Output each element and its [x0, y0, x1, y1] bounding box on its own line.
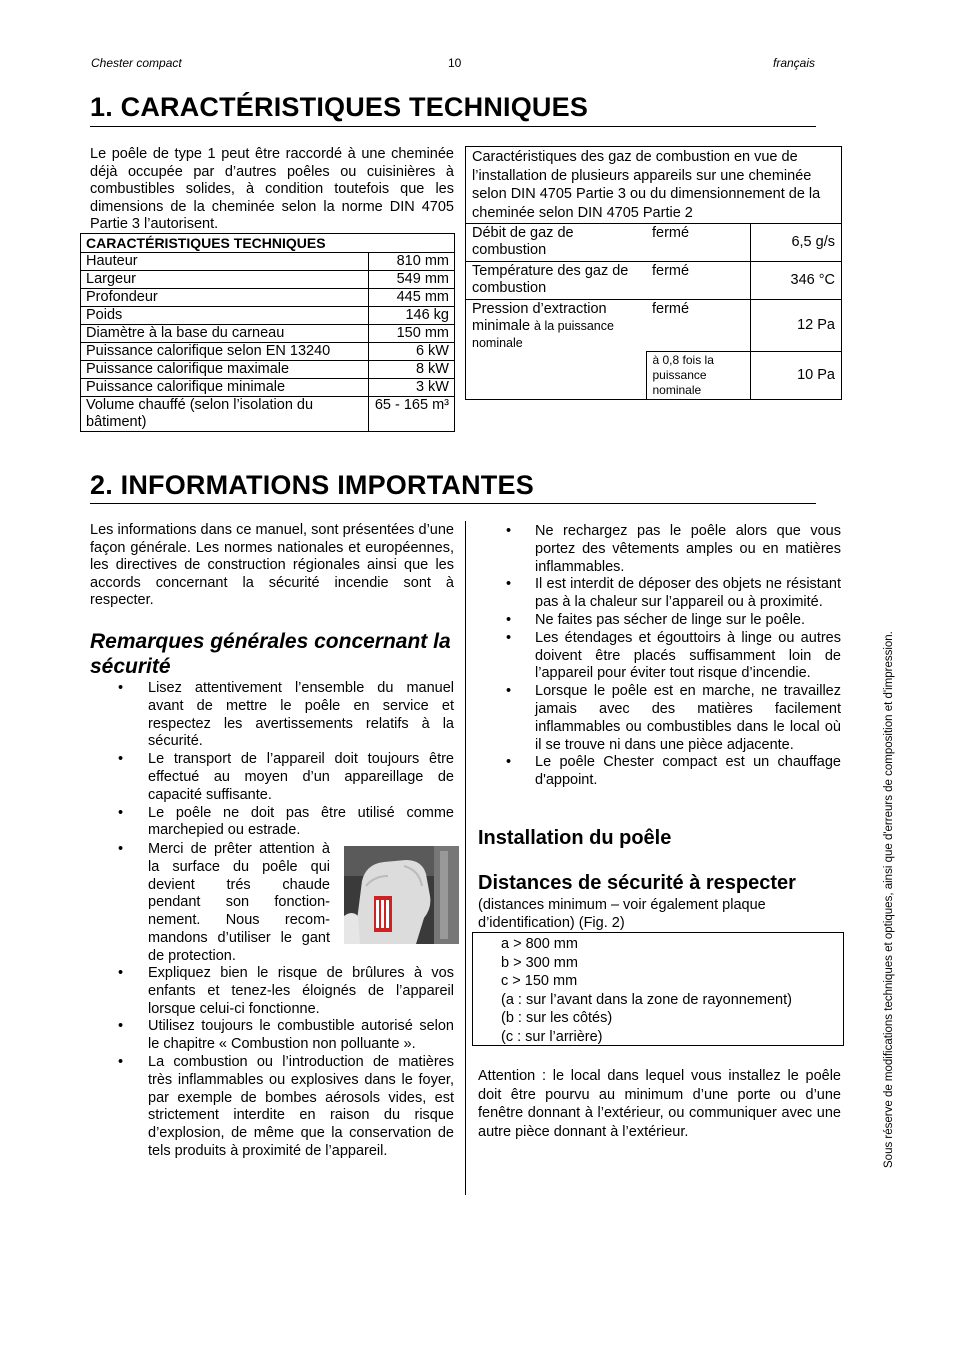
- table-row: [81, 397, 455, 432]
- tech-table: [80, 233, 455, 432]
- row-label: Puissance calorifique selon EN 13240: [81, 343, 369, 361]
- row-label: Poids: [81, 307, 369, 325]
- row-state: fermé: [646, 300, 751, 352]
- row-value: 10 Pa: [751, 352, 842, 400]
- distance-b: b > 300 mm: [501, 954, 578, 971]
- row-label: Diamètre à la base du carneau: [81, 325, 369, 343]
- row-state: fermé: [646, 262, 751, 300]
- list-item: • Utilisez toujours le combustible autorisé selon le chapitre « Combustion non polluante ».: [90, 1018, 454, 1054]
- distance-a-note: (a : sur l’avant dans la zone de rayonnement): [501, 991, 792, 1008]
- table-row: [81, 325, 455, 343]
- distances-heading: Distances de sécurité à respecter: [478, 872, 796, 894]
- row-value: 810 mm: [369, 253, 455, 271]
- row-label: Puissance calorifique minimale: [81, 379, 369, 397]
- table-row: [81, 343, 455, 361]
- table-row: [81, 253, 455, 271]
- row-label: Température des gaz de combustion: [466, 262, 647, 300]
- section-1-intro: Le poêle de type 1 peut être raccordé à une cheminée déjà occupée par d’autres poêles ou cuisinières à combustibles solides, à condition toutefois que les dimensions de la cheminée selon la norme DIN 4705 Partie 3 l’autorisent.: [90, 146, 454, 232]
- row-value: 65 - 165 m³: [369, 397, 455, 432]
- list-item: • Le poêle ne doit pas être utilisé comme marchepied ou estrade.: [90, 805, 454, 841]
- row-label: Débit de gaz de combustion: [466, 224, 647, 262]
- glove-bullet: [90, 841, 330, 966]
- list-item: • Les étendages et égouttoirs à linge ou autres doivent être placés suffisamment loin de l’appareil pour éviter tout risque d’incendie.: [478, 630, 841, 683]
- list-item: • La combustion ou l’introduction de matières très inflammables ou explosives dans le foyer, par exemple de bombes aérosols vides, est strictement interdite en raison du risque d’explosion, de même que la conservation de tels produits à proximité de l’appareil.: [90, 1054, 454, 1161]
- row-label: Puissance calorifique maximale: [81, 361, 369, 379]
- row-value: 6,5 g/s: [751, 224, 842, 262]
- table-row: [466, 224, 842, 262]
- column-divider: [465, 521, 466, 1195]
- row-label: [466, 300, 647, 400]
- list-item: • Lorsque le poêle est en marche, ne travaillez jamais avec des matières facilement inflammables ou combustibles dans le local où il se trouve ni dans une pièce adjacente.: [478, 683, 841, 754]
- row-value: 6 kW: [369, 343, 455, 361]
- left-bullets-2: [90, 965, 454, 1161]
- row-label: Largeur: [81, 271, 369, 289]
- row-value: 549 mm: [369, 271, 455, 289]
- right-bullets: [478, 523, 841, 790]
- list-item: • Le poêle Chester compact est un chauffage d'appoint.: [478, 754, 841, 790]
- section-2-title: 2. INFORMATIONS IMPORTANTES: [90, 470, 534, 500]
- install-heading: Installation du poêle: [478, 827, 672, 849]
- distance-a: a > 800 mm: [501, 936, 578, 952]
- section-1-title: 1. CARACTÉRISTIQUES TECHNIQUES: [90, 92, 589, 122]
- row-label: Volume chauffé (selon l’isolation du bâtiment): [81, 397, 369, 432]
- glove-illustration: [344, 846, 459, 944]
- row-value: 346 °C: [751, 262, 842, 300]
- gas-table: [465, 146, 842, 400]
- row-value: 146 kg: [369, 307, 455, 325]
- row-state: à 0,8 fois la puissance nominale: [646, 352, 751, 400]
- table-row: [81, 289, 455, 307]
- header-language: français: [773, 56, 816, 70]
- distance-b-note: (b : sur les côtés): [501, 1010, 613, 1026]
- list-item: • Merci de prêter attention à la surface du poêle qui devient trés chaude pendant son fonction-nement. Nous recom-mandons d’utiliser le gant de protection.: [90, 841, 330, 966]
- list-item: • Ne rechargez pas le poêle alors que vous portez des vêtements amples ou en matières inflammables.: [478, 523, 841, 576]
- list-item: • Le transport de l’appareil doit toujours être effectué au moyen d’un appareillage de capacité suffisante.: [90, 751, 454, 804]
- row-value: 150 mm: [369, 325, 455, 343]
- list-item: • Il est interdit de déposer des objets ne résistant pas à la chaleur sur l’appareil ou à proximité.: [478, 576, 841, 612]
- gas-table-header: Caractéristiques des gaz de combustion en vue de l’installation de plusieurs appareils sur une cheminée selon DIN 4705 Partie 3 ou du dimensionnement de la cheminée selon DIN 4705 Partie 2: [466, 147, 842, 224]
- row-value: 3 kW: [369, 379, 455, 397]
- protective-glove-image: [344, 846, 459, 944]
- section-1-rule: [90, 126, 816, 127]
- distances-box: [472, 932, 844, 1046]
- table-row: [81, 379, 455, 397]
- section-2-rule: [90, 503, 816, 504]
- list-item: • Ne faites pas sécher de linge sur le poêle.: [478, 612, 841, 630]
- distance-c: c > 150 mm: [501, 973, 578, 989]
- remarks-heading: Remarques générales concernant la sécurité: [90, 630, 451, 678]
- table-row: [81, 361, 455, 379]
- distances-note: (distances minimum – voir également plaque d’identification) (Fig. 2): [478, 897, 766, 931]
- table-row: [81, 271, 455, 289]
- left-bullets: [90, 680, 454, 840]
- row-value: 12 Pa: [751, 300, 842, 352]
- row-label: Hauteur: [81, 253, 369, 271]
- table-row: [466, 262, 842, 300]
- row-state: fermé: [646, 224, 751, 262]
- row-value: 8 kW: [369, 361, 455, 379]
- row-label: Profondeur: [81, 289, 369, 307]
- table-row: [466, 300, 842, 352]
- distance-c-note: (c : sur l’arrière): [501, 1028, 603, 1045]
- page-number: 10: [448, 56, 462, 70]
- attention-note: Attention : le local dans lequel vous installez le poêle doit être pourvu au minimum d’une porte ou d’une fenêtre donnant à l’extérieur, ou communiquer avec une autre pièce donnant à l’extérieur.: [478, 1068, 841, 1140]
- tech-table-header: CARACTÉRISTIQUES TECHNIQUES: [81, 234, 455, 253]
- header-title: Chester compact: [91, 56, 182, 70]
- list-item: • Lisez attentivement l’ensemble du manuel avant de mettre le poêle en service et respectez les avertissements relatifs à la sécurité.: [90, 680, 454, 751]
- list-item: • Expliquez bien le risque de brûlures à vos enfants et tenez-les éloignés de l’appareil lorsque celui-ci fonctionne.: [90, 965, 454, 1018]
- row-value: 445 mm: [369, 289, 455, 307]
- table-row: [81, 307, 455, 325]
- side-disclaimer: Sous réserve de modifications techniques et optiques, ainsi que d'erreurs de composition et d'impression.: [883, 631, 895, 1168]
- label-small: à la puissance nominale: [472, 319, 614, 350]
- label-main: Pression d’extraction minimale: [472, 301, 607, 334]
- section-2-intro: Les informations dans ce manuel, sont présentées d’une façon générale. Les normes nationales et européennes, les directives de construction régionales ainsi que les accords concernant la sécurité incendie sont à respecter.: [90, 522, 454, 608]
